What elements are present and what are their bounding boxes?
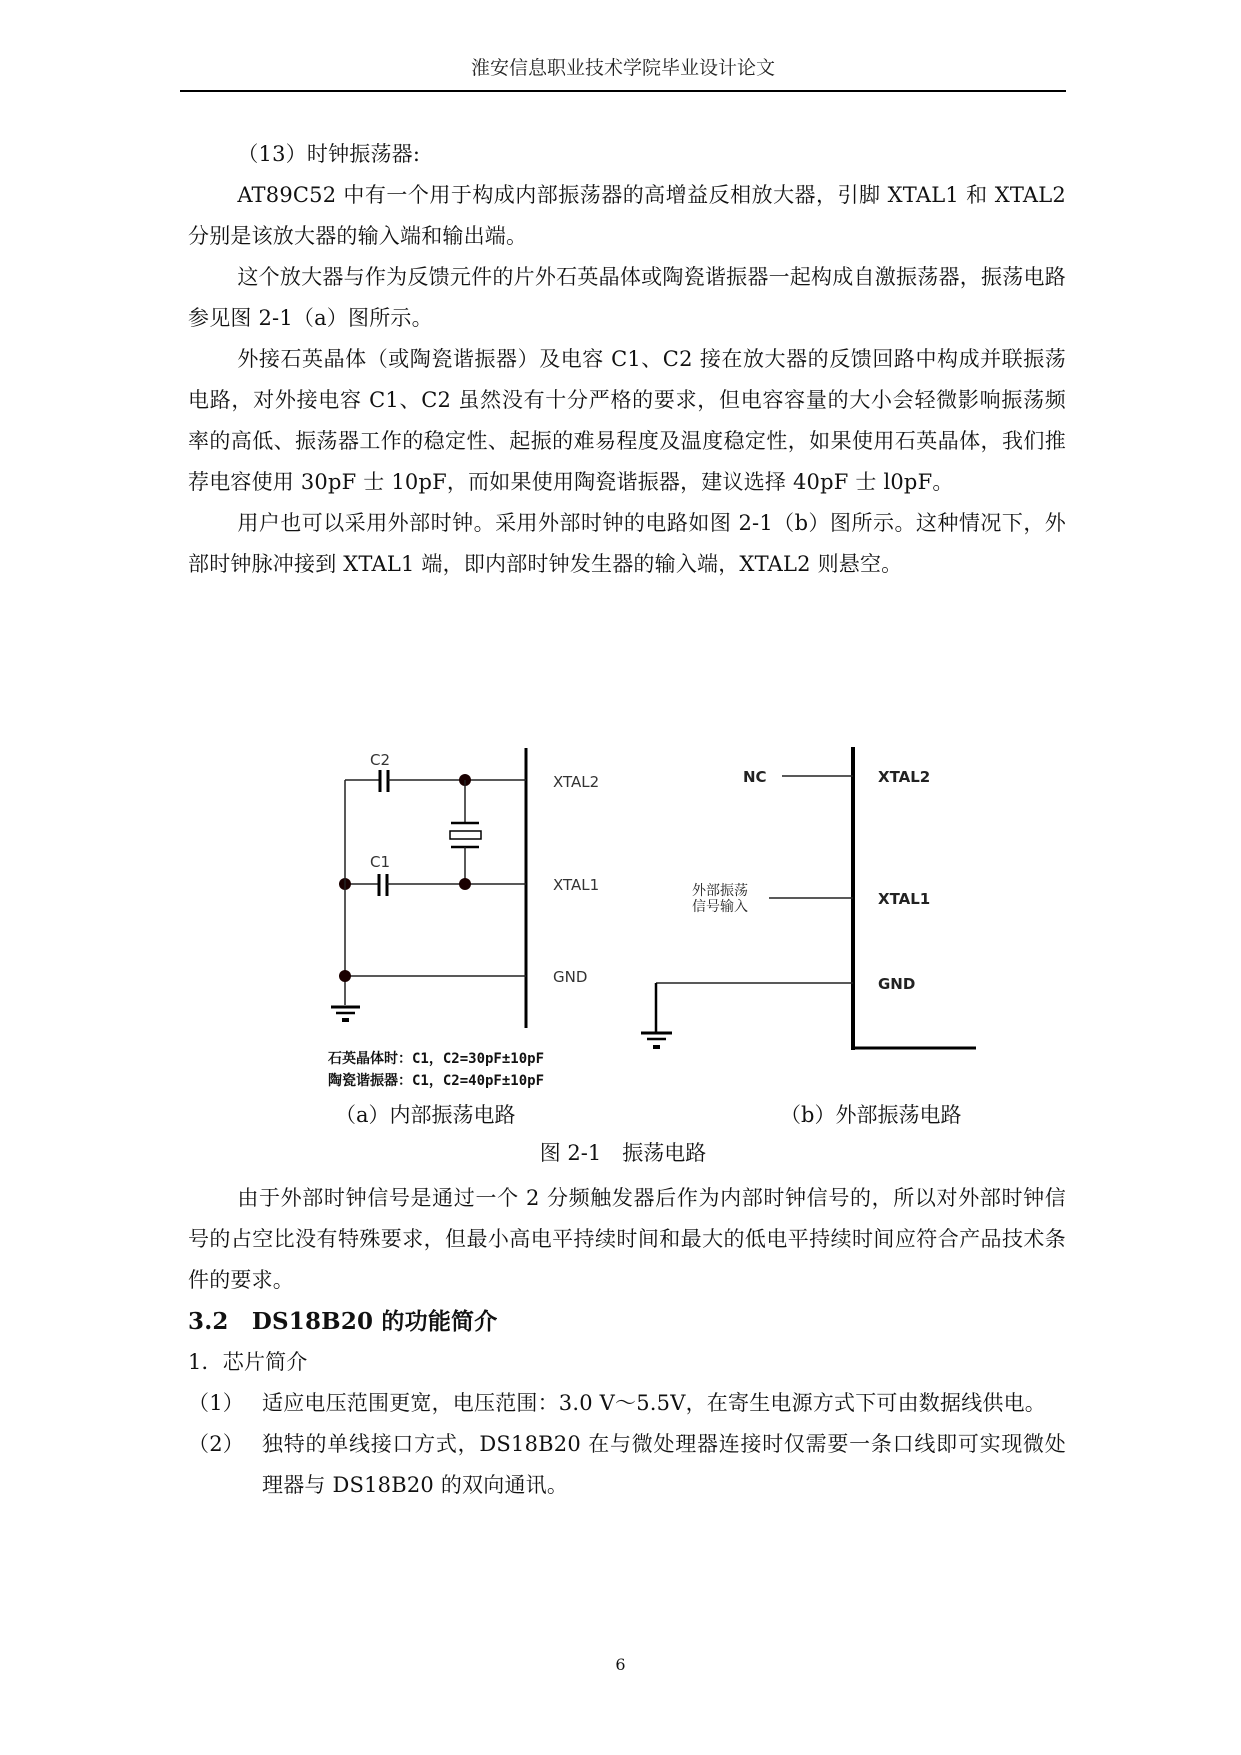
crystal-icon: [450, 831, 481, 839]
ground-icon: [331, 1007, 360, 1022]
circuit-diagrams: [300, 730, 1080, 1050]
figure-caption: 图 2-1 振荡电路: [539, 1141, 707, 1165]
junction-dot: [339, 970, 351, 982]
paragraph-clock-heading: （13）时钟振荡器:: [237, 142, 421, 166]
paragraph-feedback: 这个放大器与作为反馈元件的片外石英晶体或陶瓷谐振器一起构成自激振荡器，振荡电路参见图 2-1（a）图所示。: [188, 265, 1066, 330]
pin-label-gnd: GND: [553, 968, 588, 986]
header-title: 淮安信息职业技术学院毕业设计论文: [470, 57, 775, 79]
note-crystal: 石英晶体时：C1，C2=30pF±10pF: [328, 1051, 545, 1067]
label-c1: C1: [370, 853, 391, 871]
paragraph-crystal-caps: 外接石英晶体（或陶瓷谐振器）及电容 C1、C2 接在放大器的反馈回路中构成并联振荡电路，对外接电容 C1、C2 虽然没有十分严格的要求，但电容容量的大小会轻微影响振荡频率的高低、振荡器工作的稳定性、起振的难易程度及温度稳定性，如果使用石英晶体，我们推荐电容使用 30pF 士 10pF，而如果使用陶瓷谐振器，建议选择 40pF 士 l0pF。: [188, 347, 1066, 494]
pin-label-xtal2-b: XTAL2: [878, 768, 931, 786]
label-external-signal-line2: 信号输入: [692, 899, 748, 915]
pin-label-gnd-b: GND: [878, 975, 916, 993]
list-number: （1）: [188, 1391, 244, 1415]
list-text: 适应电压范围更宽，电压范围：3.0 V～5.5V，在寄生电源方式下可由数据线供电。: [262, 1391, 1046, 1415]
page-number: 6: [615, 1655, 626, 1674]
list-number: （2）: [188, 1432, 244, 1456]
body-top: [188, 134, 1066, 585]
circuit-b: [641, 747, 976, 1050]
pin-label-xtal1: XTAL1: [553, 876, 600, 894]
paragraph-duty-cycle: 由于外部时钟信号是通过一个 2 分频触发器后作为内部时钟信号的，所以对外部时钟信号的占空比没有特殊要求，但最小高电平持续时间和最大的低电平持续时间应符合产品技术条件的要求。: [188, 1186, 1066, 1292]
junction-dot: [459, 878, 471, 890]
section-heading: 3.2 DS18B20 的功能简介: [188, 1308, 498, 1335]
caption-b: （b）外部振荡电路: [780, 1103, 962, 1127]
figure-oscillator-circuits: [300, 730, 1080, 1130]
list-item: [188, 1424, 1066, 1506]
list-text: 独特的单线接口方式，DS18B20 在与微处理器连接时仅需要一条口线即可实现微处理器与 DS18B20 的双向通讯。: [262, 1432, 1066, 1497]
capacitor-notes: [328, 1048, 544, 1092]
note-ceramic: 陶瓷谐振器：C1，C2=40pF±10pF: [328, 1073, 545, 1089]
subheading-chip-intro: 1．芯片简介: [188, 1350, 308, 1374]
paragraph-external-clock: 用户也可以采用外部时钟。采用外部时钟的电路如图 2-1（b）图所示。这种情况下，外部时钟脉冲接到 XTAL1 端，即内部时钟发生器的输入端，XTAL2 则悬空。: [188, 511, 1066, 576]
pin-label-xtal1-b: XTAL1: [878, 890, 931, 908]
body-bottom: [188, 1178, 1066, 1506]
paragraph-amplifier: AT89C52 中有一个用于构成内部振荡器的高增益反相放大器，引脚 XTAL1 和 XTAL2 分别是该放大器的输入端和输出端。: [188, 183, 1066, 248]
page-header: [180, 50, 1066, 92]
list-item: [188, 1383, 1066, 1424]
label-external-signal-line1: 外部振荡: [692, 883, 748, 899]
label-nc: NC: [743, 768, 767, 786]
caption-a: （a）内部振荡电路: [335, 1103, 516, 1127]
pin-label-xtal2: XTAL2: [553, 773, 600, 791]
circuit-a: [331, 748, 599, 1028]
label-c2: C2: [370, 751, 391, 769]
ground-icon: [641, 1033, 672, 1049]
